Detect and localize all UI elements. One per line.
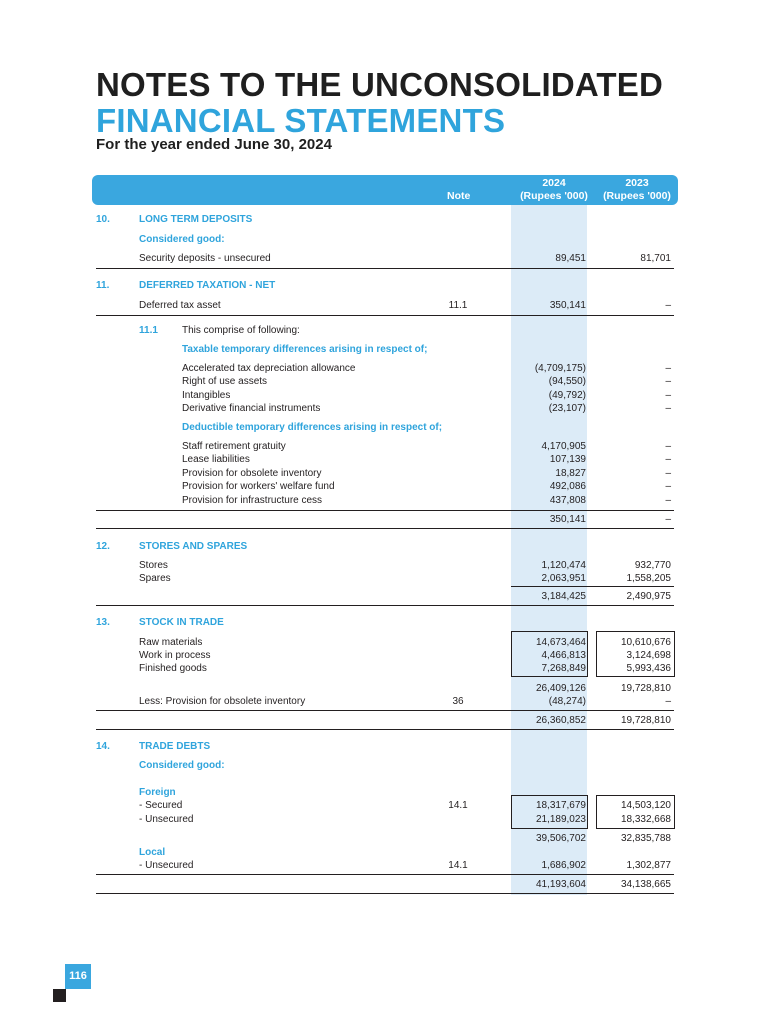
section-11-title: DEFERRED TAXATION - NET [139, 280, 276, 291]
deductible-row-2023: – [665, 441, 671, 452]
section-13-total-2023: 19,728,810 [620, 715, 671, 726]
page-subtitle: For the year ended June 30, 2024 [96, 136, 332, 153]
section-14-foreign-row-2024: 21,189,023 [535, 814, 586, 825]
section-13-less-2024: (48,274) [548, 696, 586, 707]
section-14-local-heading: Local [139, 847, 166, 858]
header-col-2023-unit: (Rupees '000) [603, 190, 671, 202]
deductible-row-2024: 18,827 [555, 468, 586, 479]
taxable-row-2023: – [665, 376, 671, 387]
section-13-less-2023: – [665, 696, 671, 707]
section-14-title: TRADE DEBTS [139, 741, 211, 752]
section-10-row-2024: 89,451 [555, 253, 586, 264]
section-10-subheading: Considered good: [139, 234, 225, 245]
section-11-row-note: 11.1 [448, 300, 468, 311]
taxable-row-label: Derivative financial instruments [182, 403, 321, 414]
taxable-row-2023: – [665, 363, 671, 374]
section-14-local-row-note: 14.1 [448, 860, 468, 871]
header-col-2023 [596, 177, 678, 203]
divider-12 [96, 605, 674, 606]
section-11-total-2024: 350,141 [549, 514, 586, 525]
deductible-row-label: Provision for obsolete inventory [182, 468, 322, 479]
section-13-title: STOCK IN TRADE [139, 617, 224, 628]
taxable-row-2024: (49,792) [548, 390, 586, 401]
taxable-row-2023: – [665, 403, 671, 414]
deductible-heading: Deductible temporary differences arising in respect of; [182, 422, 443, 433]
section-11-number: 11. [96, 280, 110, 291]
section-14-foreign-heading: Foreign [139, 787, 176, 798]
deductible-row-2024: 107,139 [549, 454, 586, 465]
section-14-total-2023: 34,138,665 [620, 879, 671, 890]
deductible-row-2024: 492,086 [549, 481, 586, 492]
page-number: 116 [65, 964, 91, 989]
section-14-foreign-row-2023: 18,332,668 [620, 814, 671, 825]
section-14-local-row-2023: 1,302,877 [626, 860, 671, 871]
deductible-row-2023: – [665, 454, 671, 465]
taxable-row-2024: (23,107) [548, 403, 586, 414]
deductible-row-label: Provision for workers' welfare fund [182, 481, 335, 492]
section-14-foreign-total-2023: 32,835,788 [620, 833, 671, 844]
page-corner-marker [53, 989, 66, 1002]
divider-14 [96, 893, 674, 894]
deductible-row-2024: 4,170,905 [541, 441, 586, 452]
taxable-row-label: Accelerated tax depreciation allowance [182, 363, 356, 374]
section-13-less-label: Less: Provision for obsolete inventory [139, 696, 306, 707]
section-14-local-row-label: - Unsecured [139, 860, 194, 871]
page-title-line-2: FINANCIAL STATEMENTS [96, 102, 506, 139]
note-11-1-number: 11.1 [139, 325, 158, 336]
section-14-number: 14. [96, 741, 110, 752]
section-10-title: LONG TERM DEPOSITS [139, 214, 253, 225]
section-13-subtotal-2024: 26,409,126 [535, 683, 586, 694]
divider-11 [96, 315, 674, 316]
taxable-row-2024: (4,709,175) [534, 363, 586, 374]
section-12-row-2023: 1,558,205 [626, 573, 671, 584]
divider-13-total-top [96, 710, 674, 711]
section-13-row-label: Finished goods [139, 663, 207, 674]
divider-14-total-top [96, 874, 674, 875]
section-11-row-2023: – [665, 300, 671, 311]
section-11-row-label: Deferred tax asset [139, 300, 221, 311]
section-13-row-label: Work in process [139, 650, 211, 661]
section-14-foreign-row-note: 14.1 [448, 800, 468, 811]
note-11-1-text: This comprise of following: [182, 325, 300, 336]
deductible-row-2023: – [665, 481, 671, 492]
section-13-number: 13. [96, 617, 110, 628]
section-10-row-2023: 81,701 [640, 253, 671, 264]
deductible-row-label: Provision for infrastructure cess [182, 495, 323, 506]
section-12-row-2024: 1,120,474 [541, 560, 586, 571]
taxable-row-2023: – [665, 390, 671, 401]
table-header-bar [92, 175, 678, 205]
section-12-row-2023: 932,770 [634, 560, 671, 571]
section-13-row-2023: 3,124,698 [626, 650, 671, 661]
divider-10 [96, 268, 674, 269]
section-13-row-label: Raw materials [139, 637, 203, 648]
section-13-row-2024: 4,466,813 [541, 650, 586, 661]
header-col-2024-year: 2024 [542, 177, 566, 189]
section-14-foreign-row-label: - Unsecured [139, 814, 194, 825]
taxable-row-label: Intangibles [182, 390, 231, 401]
deductible-row-2023: – [665, 495, 671, 506]
divider-13 [96, 729, 674, 730]
section-14-total-2024: 41,193,604 [535, 879, 586, 890]
section-13-subtotal-2023: 19,728,810 [620, 683, 671, 694]
section-13-total-2024: 26,360,852 [535, 715, 586, 726]
section-12-total-2023: 2,490,975 [626, 591, 671, 602]
section-14-foreign-total-2024: 39,506,702 [535, 833, 586, 844]
section-13-row-2024: 14,673,464 [535, 637, 586, 648]
header-col-2023-year: 2023 [625, 177, 649, 189]
section-12-row-label: Spares [139, 573, 171, 584]
taxable-row-label: Right of use assets [182, 376, 268, 387]
section-10-number: 10. [96, 214, 110, 225]
section-11-total-2023: – [665, 514, 671, 525]
section-14-foreign-row-2024: 18,317,679 [535, 800, 586, 811]
deductible-row-2024: 437,808 [549, 495, 586, 506]
section-13-row-2023: 10,610,676 [620, 637, 671, 648]
section-13-row-2023: 5,993,436 [626, 663, 671, 674]
taxable-heading: Taxable temporary differences arising in respect of; [182, 344, 428, 355]
divider-11-total-top [96, 510, 674, 511]
section-11-row-2024: 350,141 [549, 300, 586, 311]
section-12-total-2024: 3,184,425 [541, 591, 586, 602]
divider-11-total-bottom [96, 528, 674, 529]
deductible-row-label: Lease liabilities [182, 454, 250, 465]
header-col-2024-unit: (Rupees '000) [520, 190, 588, 202]
divider-12-subtotal [511, 586, 674, 587]
section-12-title: STORES AND SPARES [139, 541, 248, 552]
section-14-foreign-row-label: - Secured [139, 800, 183, 811]
section-13-less-note: 36 [452, 696, 464, 707]
header-note: Note [447, 190, 471, 202]
section-13-row-2024: 7,268,849 [541, 663, 586, 674]
section-14-foreign-row-2023: 14,503,120 [620, 800, 671, 811]
section-12-row-label: Stores [139, 560, 168, 571]
section-12-number: 12. [96, 541, 110, 552]
header-col-2024 [512, 177, 596, 203]
page-title-line-1: NOTES TO THE UNCONSOLIDATED [96, 66, 664, 103]
taxable-row-2024: (94,550) [548, 376, 586, 387]
deductible-row-label: Staff retirement gratuity [182, 441, 286, 452]
section-14-local-row-2024: 1,686,902 [541, 860, 586, 871]
section-14-subheading: Considered good: [139, 760, 225, 771]
section-12-row-2024: 2,063,951 [541, 573, 586, 584]
deductible-row-2023: – [665, 468, 671, 479]
section-10-row-label: Security deposits - unsecured [139, 253, 271, 264]
